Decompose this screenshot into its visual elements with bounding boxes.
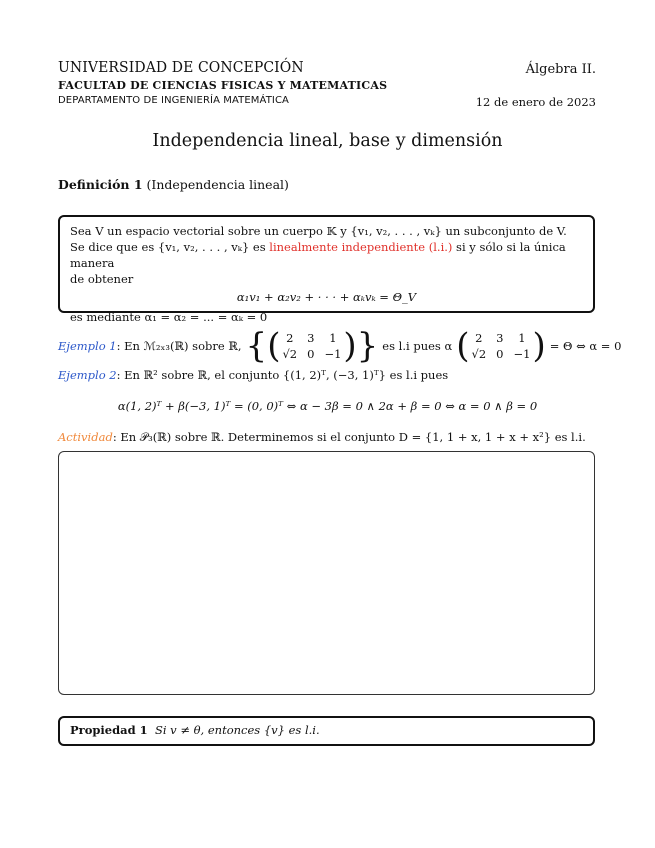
matrix-cell: 1 — [329, 331, 337, 345]
activity-label: Actividad — [58, 430, 113, 444]
property-text: Si v ≠ θ, entonces {v} es l.i. — [154, 723, 320, 737]
matrix-cell: 0 — [307, 347, 315, 361]
definition-line1: Sea V un espacio vectorial sobre un cuerpo 𝕂 y {v₁, v₂, . . . , vₖ} un subconjunto de V. — [70, 224, 567, 238]
example-2-text: : En ℝ² sobre ℝ, el conjunto {(1, 2)ᵀ, (−3, 1)ᵀ} es l.i pues — [116, 368, 449, 382]
matrix-grid — [282, 330, 341, 362]
matrix-grid — [472, 330, 531, 362]
definition-line2-pre: Se dice que es {v₁, v₂, . . . , vₖ} es — [70, 240, 270, 254]
definition-name: (Independencia lineal) — [146, 177, 289, 192]
activity-answer-box — [58, 451, 595, 695]
property-label: Propiedad 1 — [70, 723, 148, 737]
definition-heading — [58, 177, 289, 192]
matrix-cell: 3 — [496, 331, 504, 345]
definition-line3: de obtener — [70, 272, 134, 286]
property-box — [58, 716, 595, 746]
definition-label: Definición 1 — [58, 177, 143, 192]
activity — [58, 430, 586, 445]
matrix-cell: −1 — [513, 347, 531, 361]
example-2 — [58, 368, 448, 382]
matrix-cell: √2 — [471, 347, 487, 361]
activity-text: : En 𝒫₃(ℝ) sobre ℝ. Determinemos si el conjunto D = {1, 1 + x, 1 + x + x²} es l.i. — [112, 430, 586, 444]
matrix-cell: 2 — [286, 331, 294, 345]
matrix-set: { ( 2 3 1 √2 0 −1 ) } — [245, 326, 379, 366]
matrix-scaled: ( 2 3 1 √2 0 −1 ) — [456, 326, 546, 366]
example-1-text-mid: es l.i pues α — [382, 339, 453, 353]
definition-line2-post: si y sólo si la única manera — [70, 240, 566, 270]
example-1-label: Ejemplo 1 — [58, 339, 117, 353]
example-1-text-pre: : En ℳ₂ₓ₃(ℝ) sobre ℝ, — [116, 339, 242, 353]
matrix-cell: 2 — [475, 331, 483, 345]
example-2-equation: α(1, 2)ᵀ + β(−3, 1)ᵀ = (0, 0)ᵀ ⇔ α − 3β = 0 ∧ 2α + β = 0 ⇔ α = 0 ∧ β = 0 — [117, 399, 538, 413]
example-1-text-post: = Θ ⇔ α = 0 — [549, 339, 622, 353]
faculty-name: FACULTAD DE CIENCIAS FISICAS Y MATEMATICAS — [58, 79, 388, 92]
matrix-cell: −1 — [324, 347, 342, 361]
document-date: 12 de enero de 2023 — [475, 95, 596, 109]
example-1 — [58, 326, 622, 366]
matrix-cell: 3 — [307, 331, 315, 345]
definition-line2 — [70, 239, 583, 271]
definition-highlight: linealmente independiente (l.i.) — [269, 240, 453, 254]
matrix-cell: 0 — [496, 347, 504, 361]
university-name: UNIVERSIDAD DE CONCEPCIÓN — [58, 59, 304, 77]
example-2-label: Ejemplo 2 — [58, 368, 117, 382]
matrix-cell: 1 — [518, 331, 526, 345]
definition-equation: α₁v₁ + α₂v₂ + · · · + αₖvₖ = Θ_V — [236, 290, 417, 304]
definition-line4: es mediante α₁ = α₂ = ... = αₖ = 0 — [70, 310, 268, 324]
definition-box — [58, 215, 595, 324]
course-name: Álgebra II. — [525, 62, 596, 77]
page-title: Independencia lineal, base y dimensión — [152, 131, 503, 151]
department-name: DEPARTAMENTO DE INGENIERÍA MATEMÁTICA — [58, 95, 289, 106]
matrix-cell: √2 — [282, 347, 298, 361]
